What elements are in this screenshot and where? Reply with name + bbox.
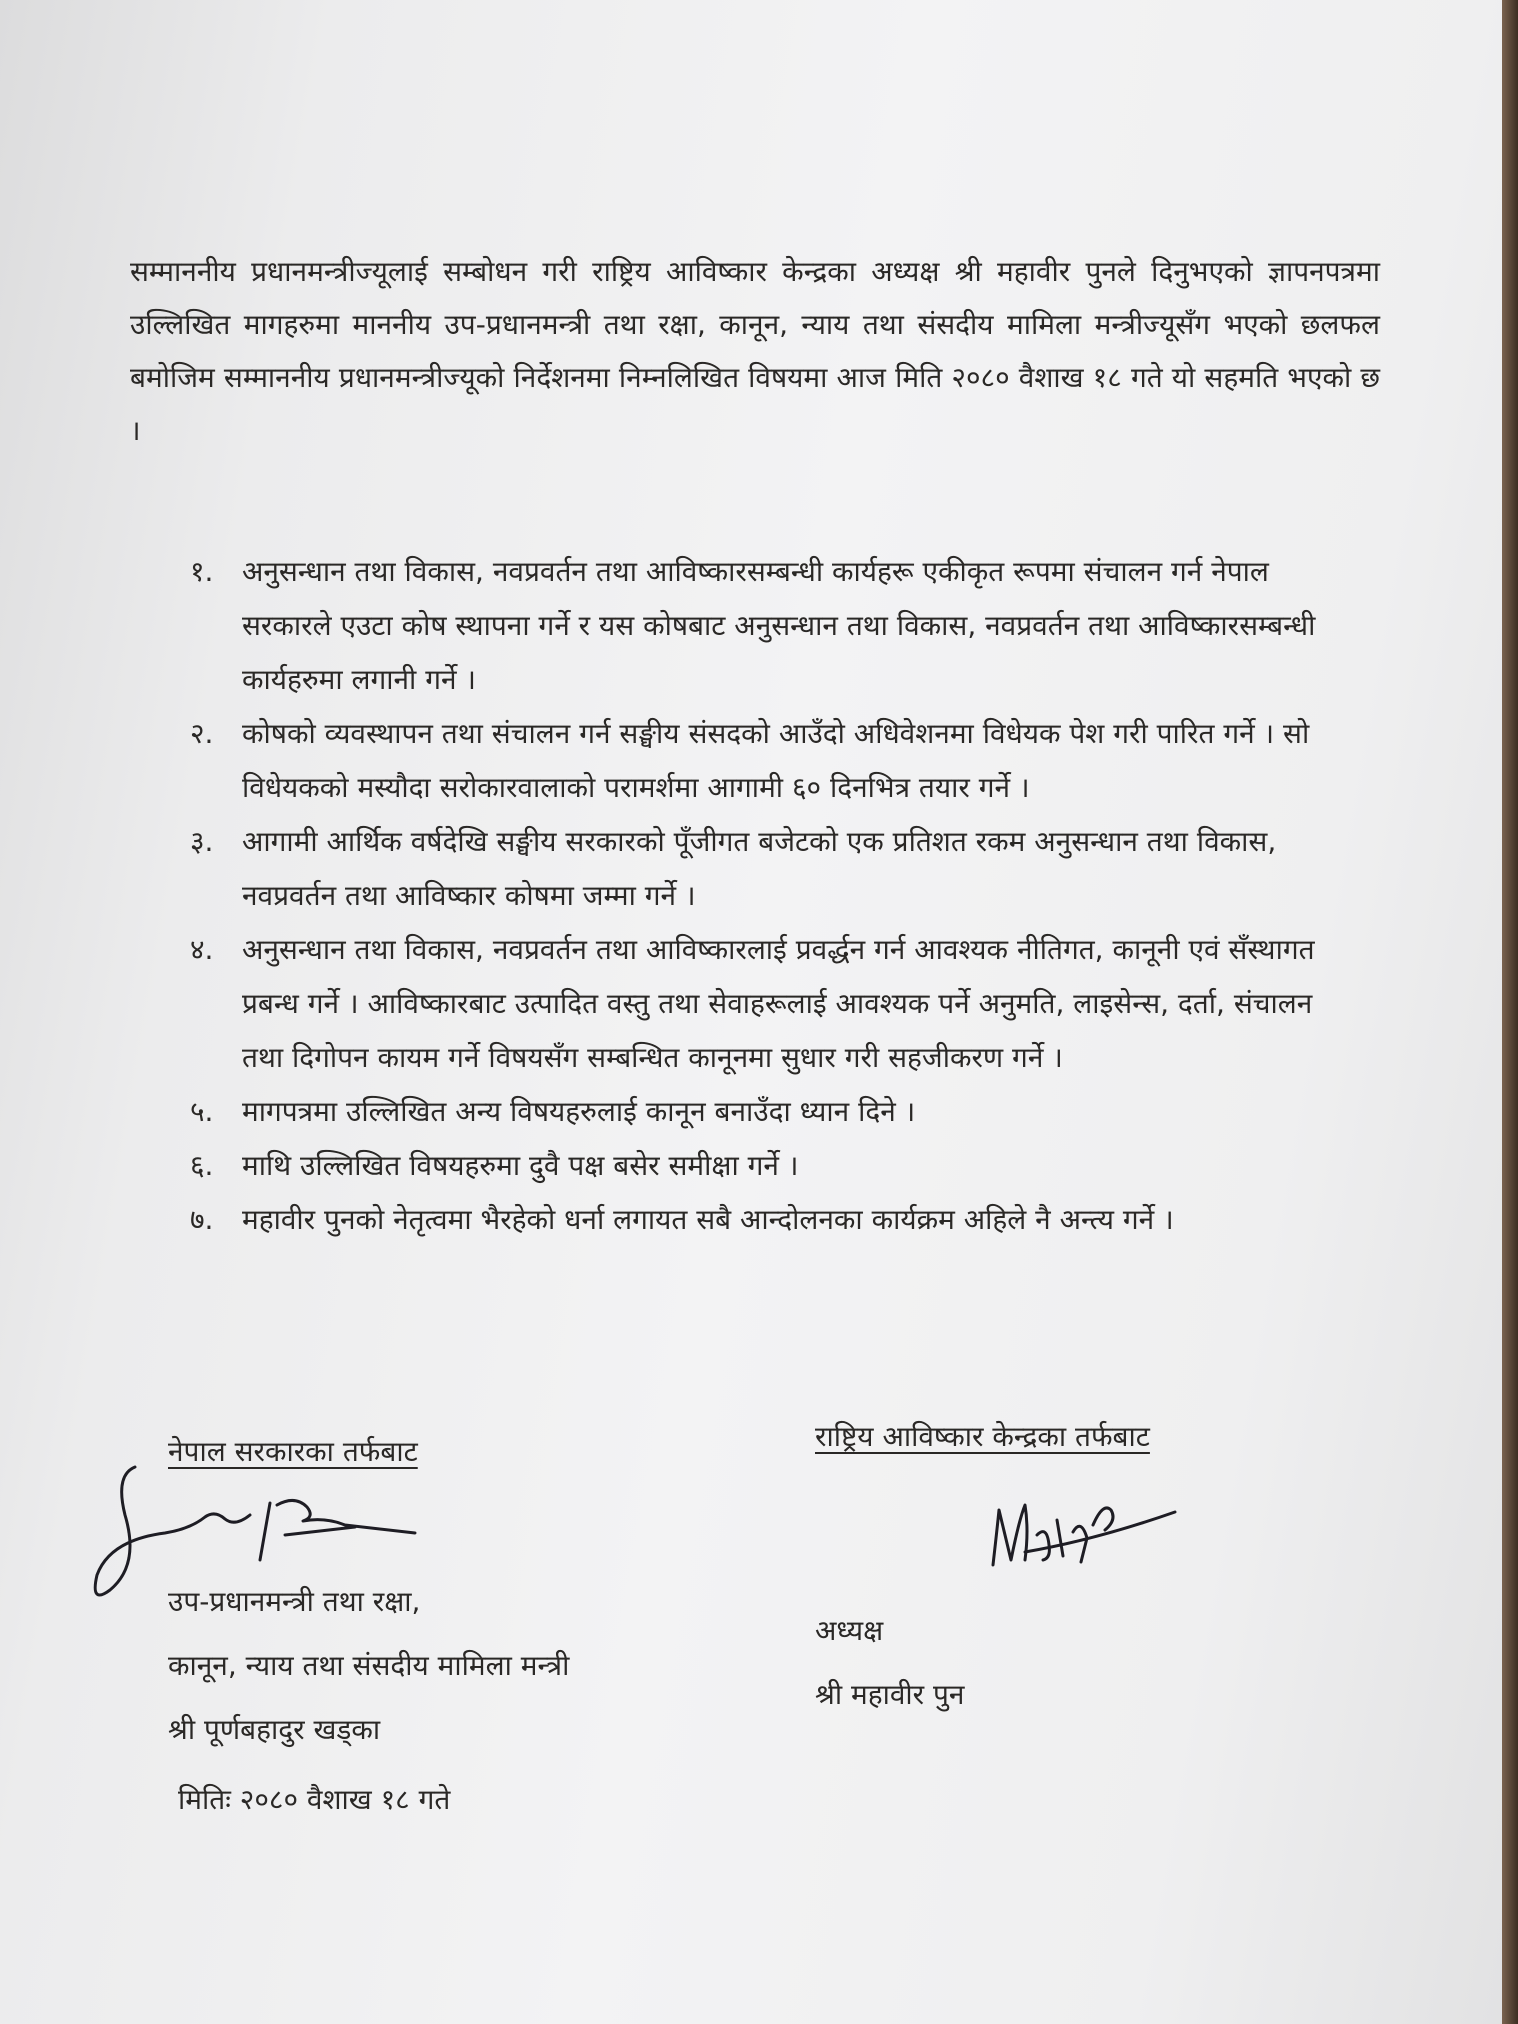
item-text: महावीर पुनको नेतृत्वमा भैरहेको धर्ना लगायत सबै आन्दोलनका कार्यक्रम अहिले नै अन्त्य गर्ने ।: [242, 1203, 1174, 1236]
item-number: ६.: [190, 1149, 214, 1182]
list-item: [190, 1139, 1360, 1193]
item-number: १.: [190, 555, 214, 588]
government-signatory-title-2: कानून, न्याय तथा संसदीय मामिला मन्त्री: [168, 1649, 570, 1682]
item-text: कोषको व्यवस्थापन तथा संचालन गर्न सङ्घीय संसदको आउँदो अधिवेशनमा विधेयक पेश गरी पारित गर्ने । सो विधेयकको मस्यौदा सरोकारवालाको परामर्शमा आगामी ६० दिनभित्र तयार गर्ने ।: [242, 717, 1310, 804]
agreement-date: मितिः २०८० वैशाख १८ गते: [178, 1783, 451, 1816]
item-number: ३.: [190, 825, 214, 858]
item-number: ७.: [190, 1203, 214, 1236]
innovation-center-signature: [985, 1490, 1195, 1580]
page-edge: [1502, 0, 1518, 2024]
list-item: [190, 1085, 1360, 1139]
item-text: अनुसन्धान तथा विकास, नवप्रवर्तन तथा आविष्कारसम्बन्धी कार्यहरू एकीकृत रूपमा संचालन गर्न नेपाल सरकारले एउटा कोष स्थापना गर्ने र यस कोषबाट अनुसन्धान तथा विकास, नवप्रवर्तन तथा आविष्कारसम्बन्धी कार्यहरुमा लगानी गर्ने ।: [242, 555, 1316, 696]
item-number: ४.: [190, 933, 214, 966]
agreement-list: [190, 545, 1360, 1247]
government-signatory-name: श्री पूर्णबहादुर खड्का: [168, 1713, 381, 1746]
list-item: [190, 1193, 1360, 1247]
item-number: ५.: [190, 1095, 214, 1128]
government-signature: [85, 1455, 425, 1605]
list-item: [190, 815, 1360, 923]
innovation-center-signatory-name: श्री महावीर पुन: [815, 1678, 965, 1711]
list-item: [190, 545, 1360, 707]
item-text: मागपत्रमा उल्लिखित अन्य विषयहरुलाई कानून बनाउँदा ध्यान दिने ।: [242, 1095, 916, 1128]
list-item: [190, 923, 1360, 1085]
intro-paragraph: सम्माननीय प्रधानमन्त्रीज्यूलाई सम्बोधन गरी राष्ट्रिय आविष्कार केन्द्रका अध्यक्ष श्री महावीर पुनले दिनुभएको ज्ञापनपत्रमा उल्लिखित मागहरुमा माननीय उप-प्रधानमन्त्री तथा रक्षा, कानून, न्याय तथा संसदीय मामिला मन्त्रीज्यूसँग भएको छलफल बमोजिम सम्माननीय प्रधानमन्त्रीज्यूको निर्देशनमा निम्नलिखित विषयमा आज मिति २०८० वैशाख १८ गते यो सहमति भएको छ ।: [130, 255, 1380, 447]
item-text: अनुसन्धान तथा विकास, नवप्रवर्तन तथा आविष्कारलाई प्रवर्द्धन गर्न आवश्यक नीतिगत, कानूनी एवं सँस्थागत प्रबन्ध गर्ने । आविष्कारबाट उत्पादित वस्तु तथा सेवाहरूलाई आवश्यक पर्ने अनुमति, लाइसेन्स, दर्ता, संचालन तथा दिगोपन कायम गर्ने विषयसँग सम्बन्धित कानूनमा सुधार गरी सहजीकरण गर्ने ।: [242, 933, 1315, 1074]
government-signatory-title-1: उप-प्रधानमन्त्री तथा रक्षा,: [168, 1585, 421, 1618]
list-item: [190, 707, 1360, 815]
government-signatory-heading: नेपाल सरकारका तर्फबाट: [168, 1435, 418, 1468]
innovation-center-signatory-title: अध्यक्ष: [815, 1614, 884, 1647]
innovation-center-signatory-heading: राष्ट्रिय आविष्कार केन्द्रका तर्फबाट: [815, 1420, 1150, 1453]
item-text: माथि उल्लिखित विषयहरुमा दुवै पक्ष बसेर समीक्षा गर्ने ।: [242, 1149, 799, 1182]
item-number: २.: [190, 717, 214, 750]
item-text: आगामी आर्थिक वर्षदेखि सङ्घीय सरकारको पूँजीगत बजेटको एक प्रतिशत रकम अनुसन्धान तथा विकास, नवप्रवर्तन तथा आविष्कार कोषमा जम्मा गर्ने ।: [242, 825, 1277, 912]
